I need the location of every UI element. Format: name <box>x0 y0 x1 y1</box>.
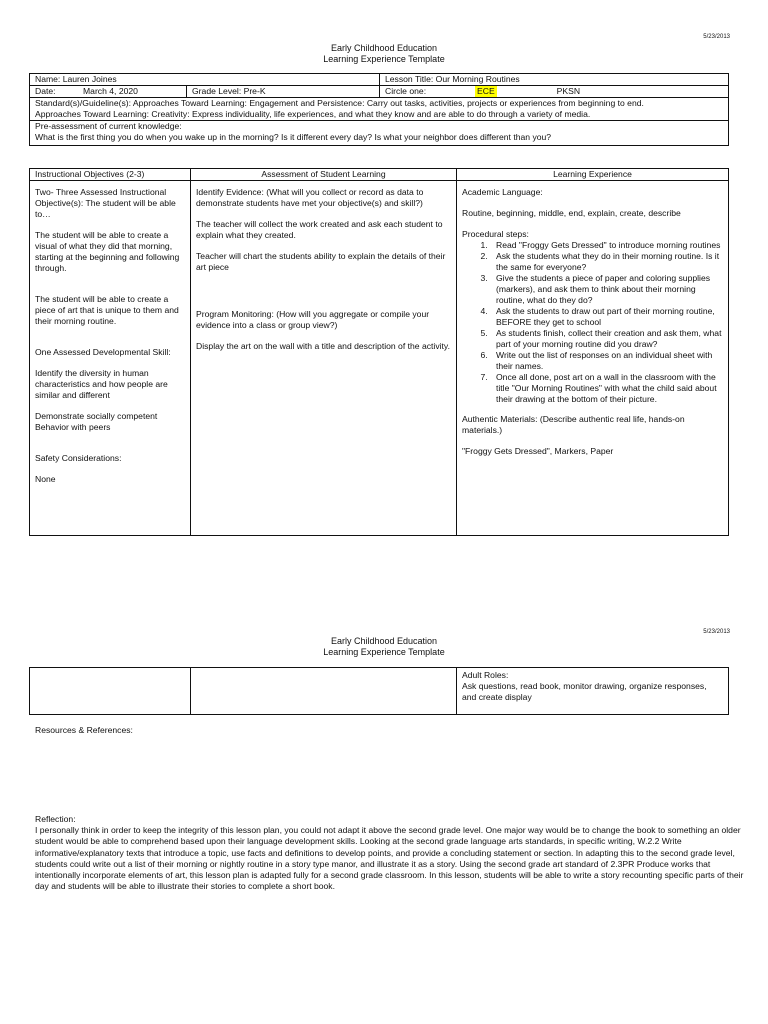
lesson-table-body <box>30 181 728 535</box>
assessment-column <box>191 181 457 535</box>
academic-language-label: Academic Language: <box>462 187 543 197</box>
skill-2: Demonstrate socially competent Behavior with peers <box>35 411 158 432</box>
skill-1: Identify the diversity in human characteristics and how people are similar and different <box>35 368 168 400</box>
safety-label: Safety Considerations: <box>35 453 122 463</box>
header-row-name <box>30 74 728 86</box>
evidence-1: The teacher will collect the work created and ask each student to explain what they created. <box>196 219 443 240</box>
learning-experience-header: Learning Experience <box>553 169 632 179</box>
grade-level-cell: Grade Level: Pre-K <box>187 86 380 97</box>
lesson-title-cell: Lesson Title: Our Morning Routines <box>385 74 520 84</box>
circle-option-ece: ECE <box>477 86 495 96</box>
evidence-2: Teacher will chart the students ability to explain the details of their art piece <box>196 251 446 272</box>
preassessment-text: What is the first thing you do when you wake up in the morning? Is it different every day? Is what your neighbor does different than you? <box>35 132 552 142</box>
header-row-preassessment <box>30 121 728 145</box>
safety-value: None <box>35 474 56 484</box>
date-cell <box>30 86 187 97</box>
page-date: 5/23/2013 <box>703 34 730 40</box>
header-row-standards <box>30 98 728 121</box>
reflection-section <box>35 814 745 892</box>
objectives-header: Instructional Objectives (2-3) <box>30 169 191 180</box>
procedural-step: 5. As students finish, collect their creation and ask them, what part of your morning routine did you draw? <box>490 328 723 350</box>
title-line-2: Learning Experience Template <box>323 54 445 65</box>
assessment-header: Assessment of Student Learning <box>191 169 457 180</box>
procedural-step: 1. Read "Froggy Gets Dressed" to introduce morning routines <box>490 240 723 251</box>
circle-option-pksn: PKSN <box>556 86 581 96</box>
date-value: March 4, 2020 <box>83 86 138 96</box>
adult-roles-label: Adult Roles: <box>462 670 509 680</box>
lesson-table <box>29 168 729 536</box>
procedural-step: 2. Ask the students what they do in their morning routine. Is it the same for everyone? <box>490 251 723 273</box>
reflection-text: I personally think in order to keep the integrity of this lesson plan, you could not adapt it above the second grade level. One major way would be to change the book to something an older student would be able to comprehend based upon their language development skills. Looking at the second grade language arts standards, in specific writing, W.2.2 Write informative/explanatory texts that introduce a topic, use facts and definitions to develop points, and provide a concluding statement or section. In adapting this to the second grade level, students could write out a list of their morning or nightly routine in a story type manor, and illustrate it as a story. Using the second grade art standard of 2.3PR Produce works that intentionally incorporate elements of art, this lesson plan is adapted fully for a second grade classroom. In this lesson, students will be able to write a story recounting specific parts of their day and students will be able to illustrate their stories to complete a short book. <box>35 825 744 892</box>
page-date: 5/23/2013 <box>703 629 730 635</box>
academic-language-text: Routine, beginning, middle, end, explain, create, describe <box>462 208 681 218</box>
title-line-2: Learning Experience Template <box>323 647 445 658</box>
evidence-label: Identify Evidence: (What will you collect or record as data to demonstrate students have met your objective(s) and skill?) <box>196 187 424 208</box>
objectives-column <box>30 181 191 535</box>
procedural-step: 7. Once all done, post art on a wall in the classroom with the title "Our Morning Routines" with what the child said about their drawing at the bottom of their picture. <box>490 372 723 405</box>
preassessment-label: Pre-assessment of current knowledge: <box>35 121 182 131</box>
objective-1: The student will be able to create a visual of what they did that morning, starting at the beginning and following through. <box>35 230 180 273</box>
name-cell: Name: Lauren Joines <box>30 74 380 85</box>
creativity-text: Approaches Toward Learning: Creativity: Express individuality, life experiences, and what they know and are able to do through a variety of media. <box>35 109 591 119</box>
objective-2: The student will be able to create a piece of art that is unique to them and their morning routine. <box>35 294 179 326</box>
objectives-intro: Two- Three Assessed Instructional Objective(s): The student will be able to… <box>35 187 176 219</box>
title-line-1: Early Childhood Education <box>330 636 438 646</box>
procedural-step: 3. Give the students a piece of paper and coloring supplies (markers), and ask them to think about their morning routine, what do they do? <box>490 273 723 306</box>
procedural-step: 4. Ask the students to draw out part of their morning routine, BEFORE they get to school <box>490 306 723 328</box>
header-row-date <box>30 86 728 98</box>
standards-text: Standard(s)/Guideline(s): Approaches Toward Learning: Engagement and Persistence: Carry out tasks, activities, projects or experiences from beginning to end. <box>35 98 644 108</box>
monitoring-text: Display the art on the wall with a title and description of the activity. <box>196 341 450 351</box>
resources-label: Resources & References: <box>35 725 133 735</box>
circle-one-cell <box>380 86 728 97</box>
standards-cell <box>30 98 728 120</box>
authentic-materials-label: Authentic Materials: (Describe authentic real life, hands-on materials.) <box>462 414 685 435</box>
header-table <box>29 73 729 146</box>
title-line-1: Early Childhood Education <box>330 43 438 53</box>
learning-experience-column <box>457 181 728 535</box>
adult-roles-cell <box>457 668 728 714</box>
reflection-label: Reflection: <box>35 814 76 824</box>
page-2 <box>0 512 768 1024</box>
authentic-materials-text: "Froggy Gets Dressed", Markers, Paper <box>462 446 614 456</box>
lesson-table-header <box>30 169 728 181</box>
document-title <box>0 636 768 659</box>
adult-roles-table <box>29 667 729 715</box>
empty-cell <box>30 668 191 714</box>
preassessment-cell <box>30 121 728 145</box>
circle-one-label: Circle one: <box>385 86 427 96</box>
procedural-step: 6. Write out the list of responses on an individual sheet with their names. <box>490 350 723 372</box>
empty-cell <box>191 668 457 714</box>
procedural-steps-label: Procedural steps: <box>462 229 529 239</box>
dev-skill-label: One Assessed Developmental Skill: <box>35 347 171 357</box>
document-title <box>0 43 768 66</box>
monitoring-label: Program Monitoring: (How will you aggregate or compile your evidence into a class or group view?) <box>196 309 430 330</box>
procedural-steps-list <box>490 240 723 405</box>
date-label: Date: <box>35 86 56 96</box>
adult-roles-text: Ask questions, read book, monitor drawing, organize responses, and create display <box>462 681 707 702</box>
